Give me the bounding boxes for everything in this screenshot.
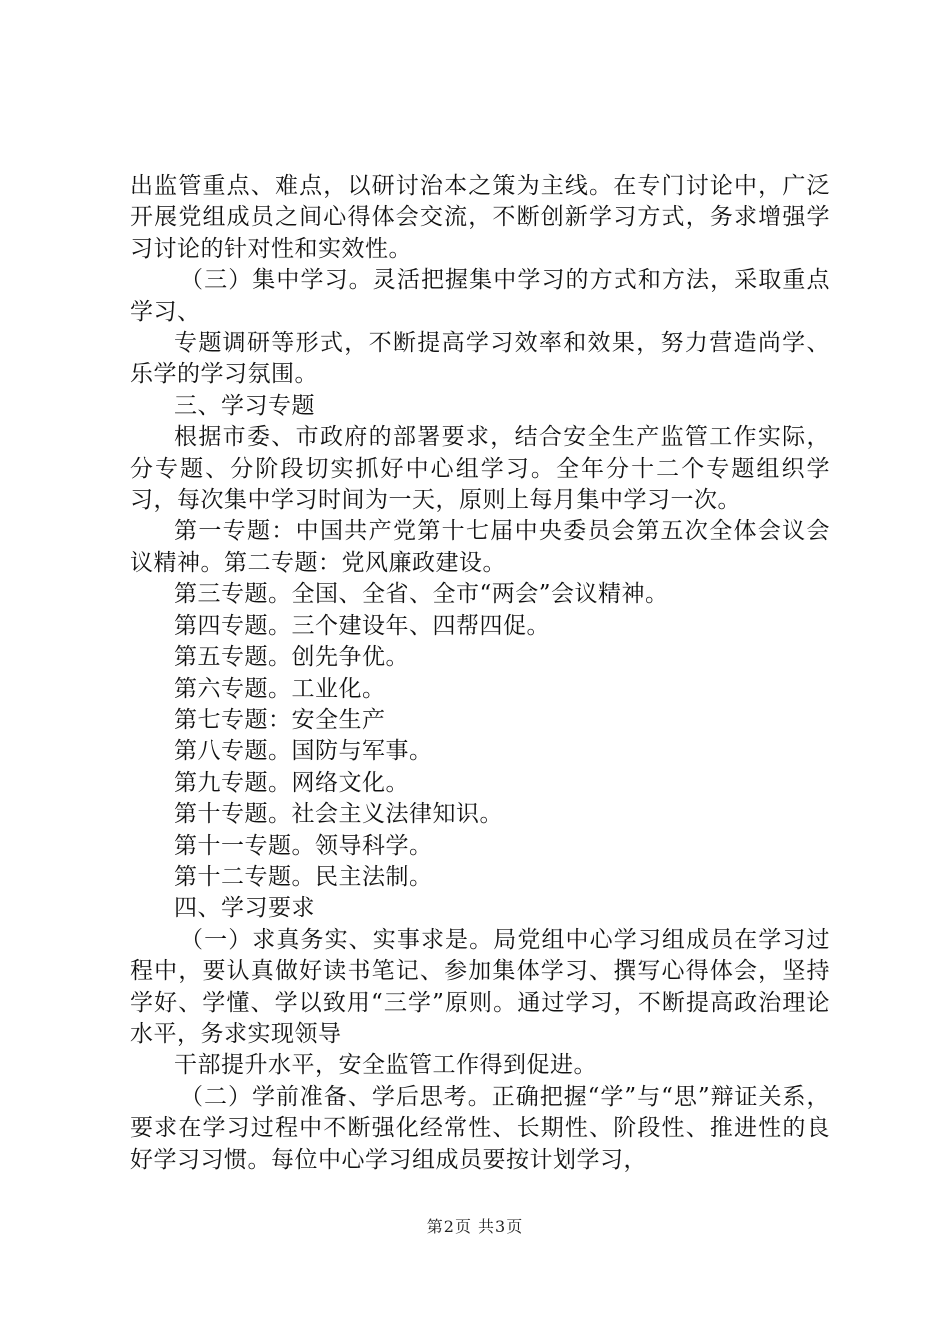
- paragraph-requirement-2: （二）学前准备、学后思考。正确把握“学”与“思”辩证关系，要求在学习过程中不断强化经常性、长期性、阶段性、推进性的良好学习习惯。每位中心学习组成员要按计划学习，: [130, 1083, 830, 1173]
- list-item-topic-1-2: 第一专题：中国共产党第十七届中央委员会第五次全体会议会议精神。第二专题：党风廉政建设。: [130, 518, 830, 576]
- paragraph-topics-intro: 根据市委、市政府的部署要求，结合安全生产监管工作实际，分专题、分阶段切实抓好中心组学习。全年分十二个专题组织学习，每次集中学习时间为一天，原则上每月集中学习一次。: [130, 424, 830, 514]
- list-item-topic-8: 第八专题。国防与军事。: [174, 738, 433, 765]
- paragraph-study-forms: 专题调研等形式，不断提高学习效率和效果，努力营造尚学、乐学的学习氛围。: [130, 330, 830, 388]
- list-item-topic-12: 第十二专题。民主法制。: [174, 863, 433, 890]
- list-item-topic-3: 第三专题。全国、全省、全市“两会”会议精神。: [174, 581, 669, 608]
- list-item-topic-11: 第十一专题。领导科学。: [174, 832, 433, 859]
- paragraph-requirement-1: （一）求真务实、实事求是。局党组中心学习组成员在学习过程中，要认真做好读书笔记、参加集体学习、撰写心得体会，坚持学好、学懂、学以致用“三学”原则。通过学习，不断提高政治理论水平，务求实现领导: [130, 926, 830, 1047]
- list-item-topic-9: 第九专题。网络文化。: [174, 769, 409, 796]
- section-heading-study-topics: 三、学习专题: [174, 392, 315, 419]
- list-item-topic-10: 第十专题。社会主义法律知识。: [174, 801, 503, 828]
- list-item-topic-6: 第六专题。工业化。: [174, 675, 386, 702]
- paragraph-centralized-study: （三）集中学习。灵活把握集中学习的方式和方法，采取重点学习、: [130, 267, 830, 325]
- list-item-topic-4: 第四专题。三个建设年、四帮四促。: [174, 612, 550, 639]
- section-heading-study-requirements: 四、学习要求: [174, 895, 315, 922]
- list-item-topic-7: 第七专题：安全生产: [174, 706, 386, 733]
- list-item-topic-5: 第五专题。创先争优。: [174, 644, 409, 671]
- paragraph-requirement-1-continued: 干部提升水平，安全监管工作得到促进。: [174, 1052, 597, 1079]
- document-body: [130, 171, 830, 1176]
- page-number-footer: 第2页 共3页: [426, 1217, 524, 1236]
- paragraph-continuation: 出监管重点、难点，以研讨治本之策为主线。在专门讨论中，广泛开展党组成员之间心得体会交流，不断创新学习方式，务求增强学习讨论的针对性和实效性。: [130, 173, 830, 262]
